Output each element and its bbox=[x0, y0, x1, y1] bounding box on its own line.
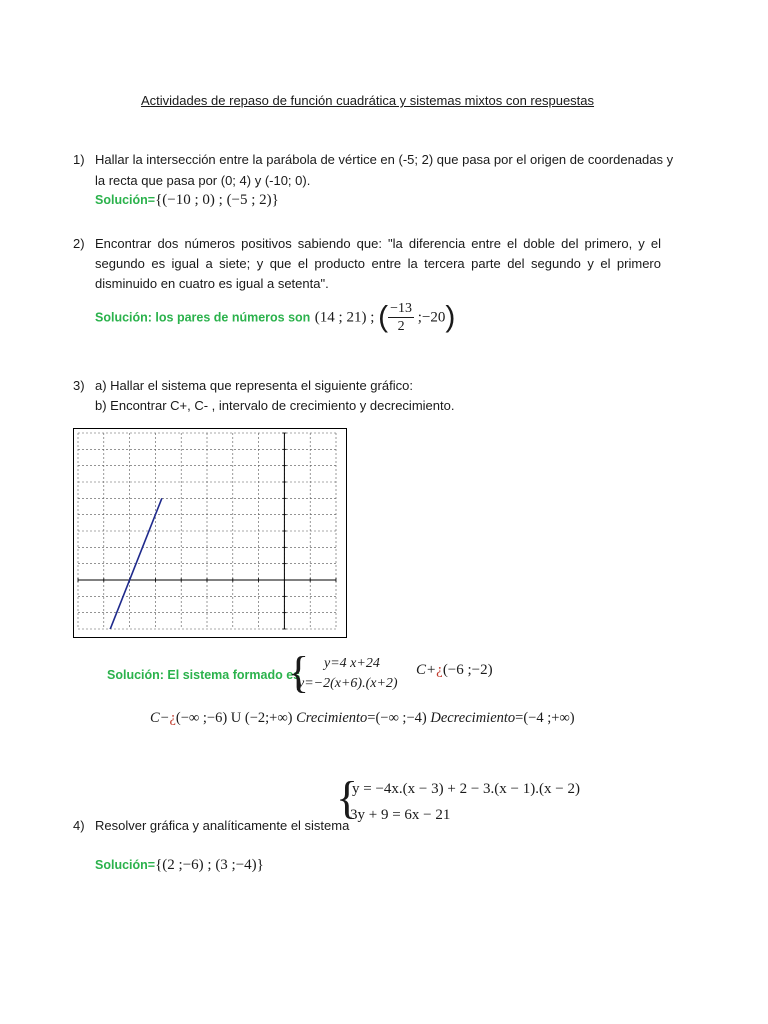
q2-pair-2-rest: ;−20 bbox=[414, 309, 446, 326]
q3-decrecimiento-label: Decrecimiento bbox=[430, 710, 516, 726]
q3-cplus bbox=[416, 662, 493, 679]
q3-solution-label: Solución: El sistema formado es bbox=[107, 668, 301, 682]
q3-system-brace: { bbox=[288, 648, 310, 697]
q3-cplus-label: C+ bbox=[416, 662, 437, 678]
q3-crecimiento-value: =(−∞ ;−4) bbox=[367, 710, 427, 726]
q2-solution bbox=[95, 300, 455, 335]
q3-number: 3) bbox=[73, 378, 85, 393]
q4-system-brace: { bbox=[336, 772, 359, 823]
q3-line-b: b) Encontrar C+, C- , intervalo de crecimiento y decrecimiento. bbox=[95, 398, 455, 413]
q2-number: 2) bbox=[73, 236, 85, 251]
q2-close-paren: ) bbox=[445, 300, 456, 334]
q2-fraction-numerator: −13 bbox=[390, 301, 413, 316]
q2-fraction bbox=[388, 300, 414, 335]
q3-line-a: a) Hallar el sistema que representa el siguiente gráfico: bbox=[95, 378, 413, 393]
q3-cplus-glyph: ¿ bbox=[436, 662, 443, 678]
q2-text: Encontrar dos números positivos sabiendo que: "la diferencia entre el doble del primero, y el segundo es igual a siete; y que el producto entre la tercera parte del segundo y el primero disminuido en cuatro es igual a setenta". bbox=[95, 236, 661, 291]
q2-separator: ; bbox=[366, 309, 379, 326]
q2-solution-label: Solución: los pares de números son bbox=[95, 310, 311, 325]
q3-cminus-value: (−∞ ;−6) U (−2;+∞) bbox=[175, 710, 293, 726]
q4-solution-math: {(2 ;−6) ; (3 ;−4)} bbox=[155, 857, 264, 873]
q1-solution bbox=[95, 191, 279, 209]
page-title: Actividades de repaso de función cuadrática y sistemas mixtos con respuestas bbox=[140, 93, 595, 108]
q3-equation-2: y=−2(x+6).(x+2) bbox=[298, 676, 398, 691]
q3-decrecimiento-value: =(−4 ;+∞) bbox=[515, 710, 575, 726]
q1-line-1: Hallar la intersección entre la parábola de vértice en (-5; 2) que pasa por el origen de coordenadas y bbox=[95, 152, 674, 167]
q3-solution-line-2 bbox=[150, 710, 575, 727]
q3-crecimiento-label: Crecimiento bbox=[296, 710, 368, 726]
q2-pair-1: (14 ; 21) bbox=[314, 309, 367, 326]
q4-text: Resolver gráfica y analíticamente el sistema bbox=[95, 818, 350, 833]
series-line-1 bbox=[84, 498, 161, 637]
q4-equation-1: y = −4x.(x − 3) + 2 − 3.(x − 1).(x − 2) bbox=[352, 781, 580, 797]
q1-solution-math: {(−10 ; 0) ; (−5 ; 2)} bbox=[155, 192, 279, 208]
q3-cminus-label: C− bbox=[150, 710, 170, 726]
q1-line-2: la recta que pasa por (0; 4) y (-10; 0). bbox=[95, 173, 311, 188]
q1-number: 1) bbox=[73, 152, 85, 167]
q2-fraction-denominator: 2 bbox=[397, 319, 405, 334]
line-graph bbox=[74, 429, 346, 637]
q4-solution-label: Solución= bbox=[95, 858, 156, 872]
q4-number: 4) bbox=[73, 818, 85, 833]
q3-cminus-glyph: ¿ bbox=[169, 710, 176, 726]
graph-frame bbox=[73, 428, 347, 638]
q1-solution-label: Solución= bbox=[95, 193, 156, 207]
q4-solution bbox=[95, 856, 264, 874]
q3-equation-1: y=4 x+24 bbox=[324, 656, 380, 671]
q3-cplus-value: (−6 ;−2) bbox=[442, 662, 493, 678]
q4-equation-2: 3y + 9 = 6x − 21 bbox=[350, 807, 451, 823]
q2-open-paren: ( bbox=[378, 300, 389, 334]
